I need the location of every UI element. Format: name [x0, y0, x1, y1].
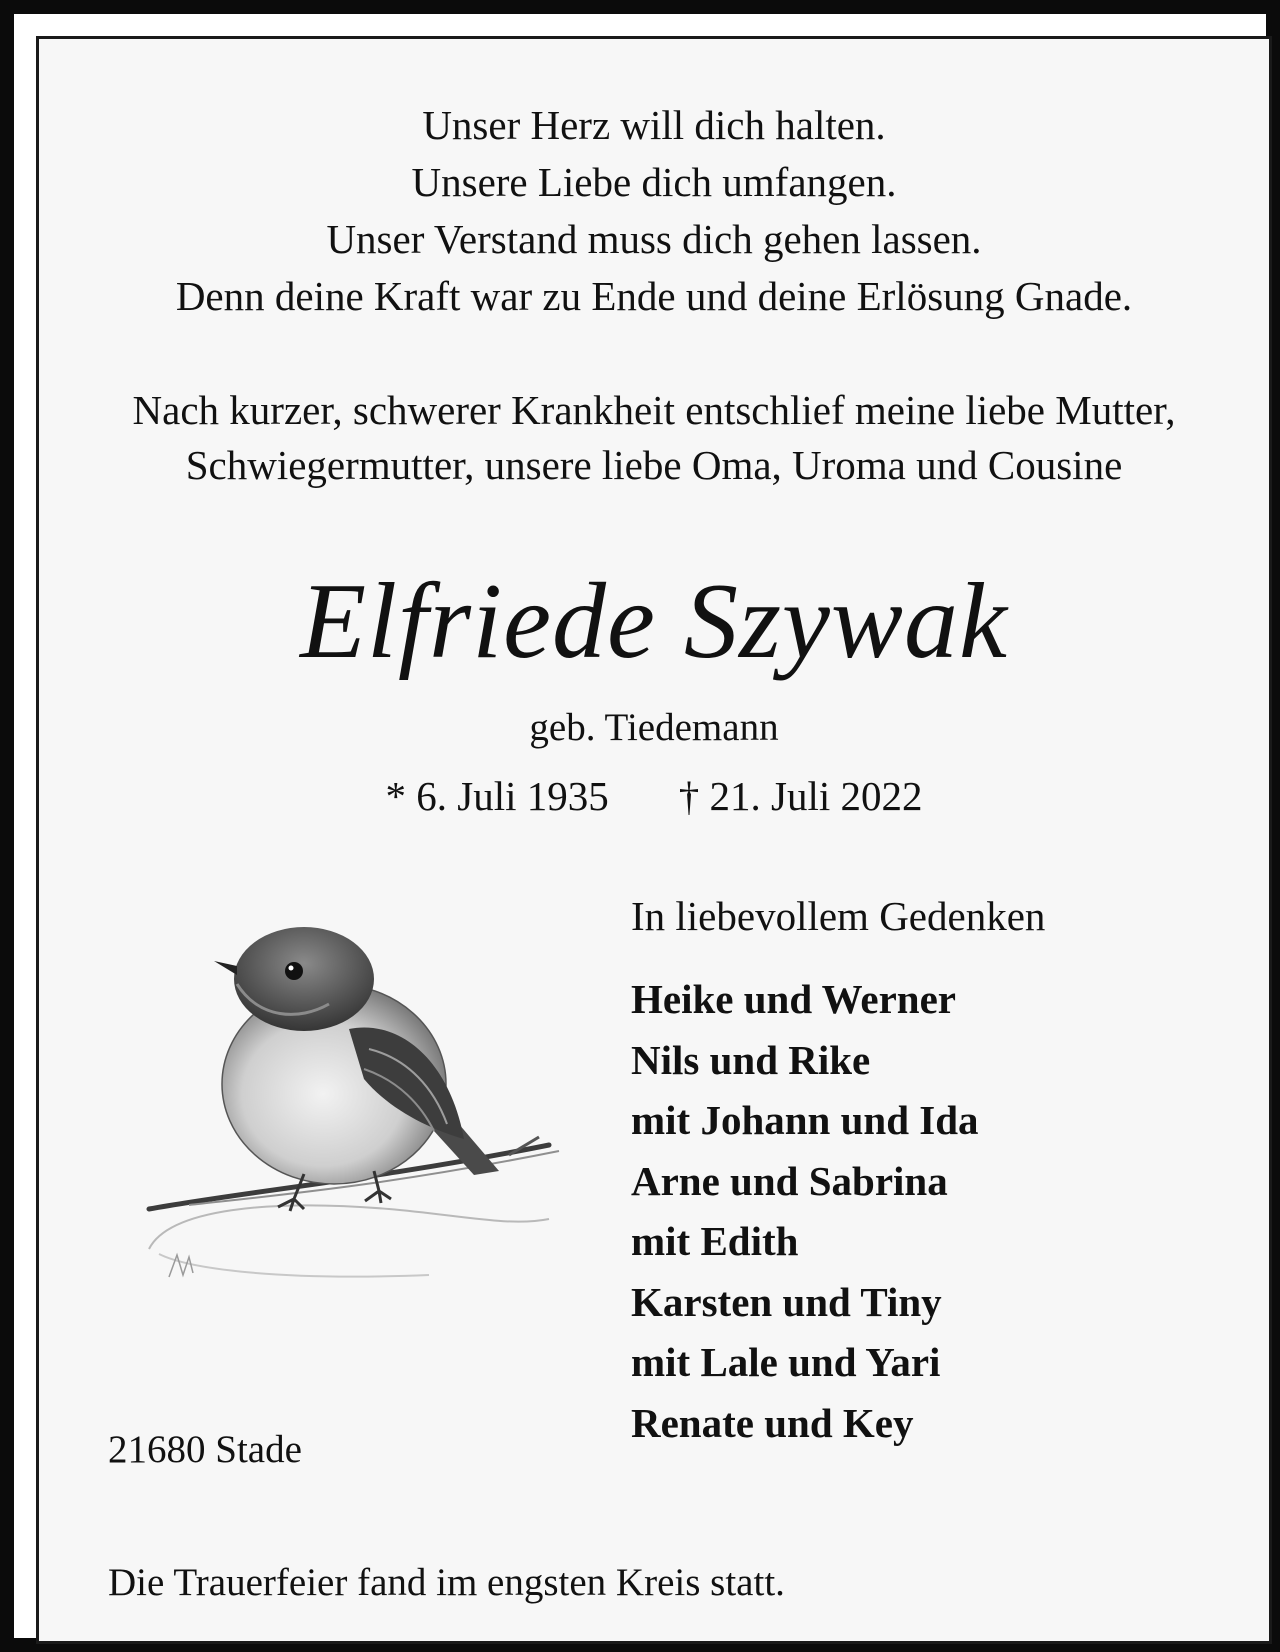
death-date: † 21. Juli 2022 — [678, 773, 923, 819]
birth-date: * 6. Juli 1935 — [385, 773, 609, 819]
poem-line: Denn deine Kraft war zu Ende und deine Erlösung Gnade. — [175, 273, 1133, 319]
intro-line: Nach kurzer, schwerer Krankheit entschlief meine liebe Mutter, — [132, 387, 1176, 433]
poem-line: Unsere Liebe dich umfangen. — [411, 159, 897, 205]
family-member: Karsten und Tiny — [631, 1278, 942, 1325]
poem — [39, 97, 1269, 325]
robin-bird-illustration — [129, 909, 609, 1329]
family-member: mit Lale und Yari — [631, 1339, 941, 1385]
notice-inner-frame — [36, 36, 1272, 1644]
family-member: Heike und Werner — [631, 976, 956, 1022]
poem-line: Unser Herz will dich halten. — [422, 102, 886, 148]
family-member: Arne und Sabrina — [631, 1157, 948, 1204]
family-list — [631, 969, 979, 1453]
family-member: mit Johann und Ida — [631, 1097, 979, 1143]
poem-line: Unser Verstand muss dich gehen lassen. — [326, 216, 982, 262]
memory-line: In liebevollem Gedenken — [631, 893, 1046, 939]
family-member: mit Edith — [631, 1218, 799, 1264]
intro-text — [39, 383, 1269, 493]
family-member: Nils und Rike — [631, 1036, 871, 1083]
life-dates — [39, 769, 1269, 823]
family-member: Renate und Key — [631, 1399, 914, 1446]
maiden-name: geb. Tiedemann — [529, 706, 779, 749]
deceased-name: Elfriede Szywak — [300, 562, 1008, 681]
intro-line: Schwiegermutter, unsere liebe Oma, Uroma und Cousine — [185, 442, 1123, 488]
service-note: Die Trauerfeier fand im engsten Kreis statt. — [108, 1561, 785, 1604]
city-address: 21680 Stade — [108, 1428, 302, 1471]
